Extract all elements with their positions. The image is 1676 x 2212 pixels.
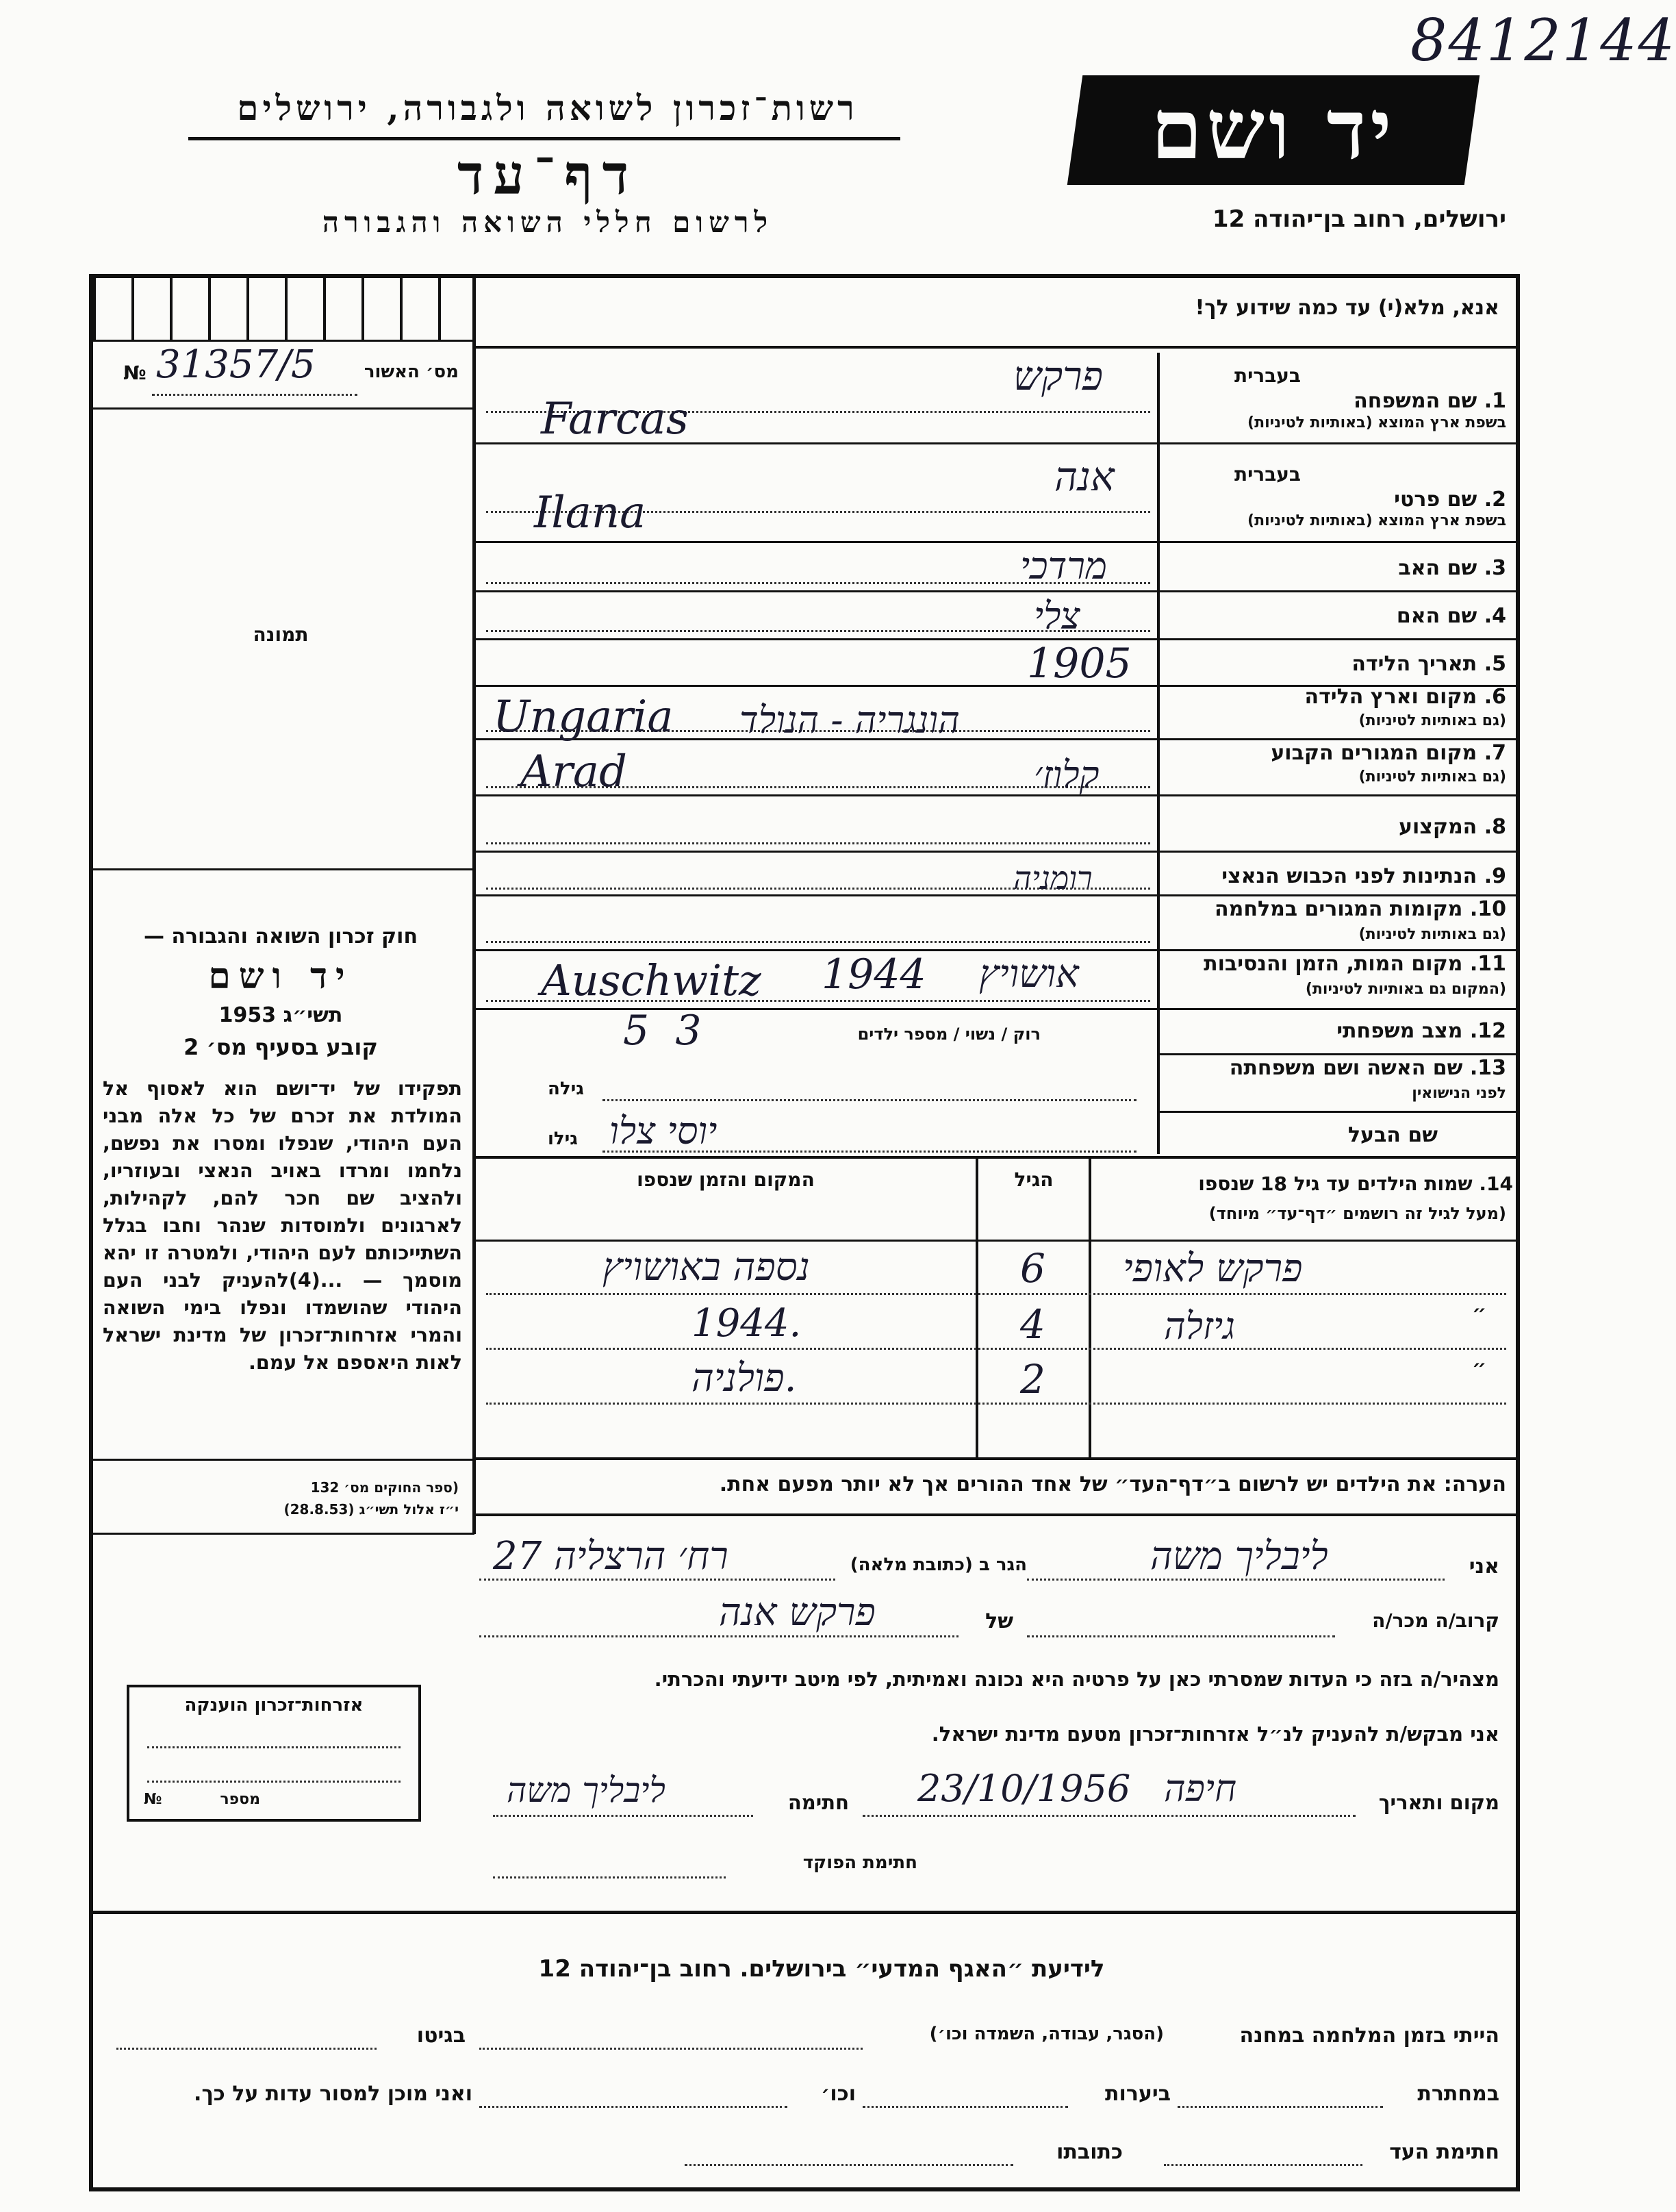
hw-birth-year: 1905 (1027, 640, 1132, 688)
row-10-rule (476, 949, 1516, 951)
declarant-resides: הגר ב (כתובת מלאה) (850, 1555, 1027, 1575)
law-year: 1953 (218, 1003, 277, 1027)
children-header-rule (476, 1240, 1516, 1242)
info-top-rule (93, 1911, 1517, 1914)
declarant-name-line (1027, 1579, 1445, 1581)
field-11-label: 11. מקום המות, הזמן והנסיבות (1204, 952, 1506, 976)
hw-surname-heb: פרקש (1013, 353, 1103, 399)
wife-line (602, 1099, 1137, 1101)
row-14-rule (476, 1156, 1516, 1159)
yad-vashem-logo: יד ושם (1067, 75, 1480, 185)
field-13-sub: לפני הנישואין (1412, 1085, 1506, 1102)
note-rule (476, 1513, 1516, 1516)
child-1-age: 6 (1020, 1245, 1045, 1292)
instruction: אנא, מלא(י) עד כמה שידוע לך! (1195, 296, 1499, 320)
hw-death-year: 1944 (822, 951, 926, 998)
info-line3-a: חתימת העד (1389, 2140, 1499, 2164)
ditto-2: ״ (1472, 1356, 1487, 1380)
field-7-sub: (גם באותיות לטיניות) (1358, 768, 1506, 785)
info-line2-d: ואני מוכן למסור עדות על כך. (194, 2082, 472, 2106)
field-9-label: 9. הנתינות לפני הכבוש הנאצי (1221, 864, 1506, 888)
law-section: קובע בסעיף מס׳ 2 (183, 1034, 378, 1060)
child-2-name: גיזלה (1164, 1305, 1235, 1348)
info-line3-b: כתובתו (1056, 2140, 1123, 2164)
citizenship-number-label: מספר (220, 1791, 260, 1808)
law-box-right-ext (472, 1459, 476, 1534)
authority-underline (188, 137, 900, 140)
authority-name: רשות־זכרון לשואה ולגבורה, ירושלים (237, 88, 859, 128)
field-8-label: 8. המקצוע (1398, 815, 1506, 839)
place-date-line (863, 1815, 1356, 1817)
marital-options: רוק / נשוי / מספר ילדים (857, 1025, 1041, 1044)
info-line1-c: בגיטו (416, 2024, 466, 2048)
info-line2-b: ביערות (1105, 2082, 1171, 2106)
signature-line (493, 1815, 753, 1817)
instruction-rule (476, 346, 1516, 349)
children-row-1-line (486, 1293, 1506, 1295)
entry-line-10 (486, 941, 1150, 943)
row-8-rule (476, 851, 1516, 853)
request: אני מבקש/ת להעניק לנ״ל אזרחות־זכרון מטעם מדינת ישראל. (931, 1722, 1499, 1746)
law-text: תפקידו של יד־ושם הוא לאסוף אל המולדת את זכרם של כל אלה מבני העם היהודי, שנפלו ומסרו את נפשם, נלחמו ומרדו באויב הנאצי ובעוזריו, ולהציב שם חכר להם, לקהילות, לארגונים ולמוסדות שנהר וחבו בגלל השתייכותם לעם היהודי, ולמטרה זו יהא מוסמך — ...(4)להעניק לבני העם היהודי שהושמדו ונפלו בימי השואה והמרי אזרחות־זכרון של מדינת ישראל לאות היאספם אל עמם. (103, 1077, 462, 1374)
children-bottom-rule (476, 1457, 1516, 1460)
field-13-label: 13. שם האשה ושם משפחתה (1229, 1056, 1506, 1080)
husband-age-label: גילו (548, 1129, 578, 1149)
citizenship-line-1 (147, 1746, 401, 1748)
row-7-rule (476, 794, 1516, 796)
hw-firstname-latin: Ilana (534, 488, 646, 538)
of-line (479, 1635, 958, 1637)
hw-children-count: 5 3 (623, 1007, 702, 1055)
hw-signature: ליבליך משה (507, 1770, 665, 1810)
citizenship-no-symbol: № (144, 1791, 162, 1808)
signature-label: חתימה (787, 1791, 849, 1814)
hw-death-heb: אושויץ (979, 952, 1079, 996)
field-12-label: 12. מצב משפחתי (1336, 1019, 1506, 1043)
top-hatch-strip (93, 278, 472, 340)
children-row-2-line (486, 1348, 1506, 1350)
law-box-bottom (93, 1459, 474, 1461)
hw-residence-latin: Arad (520, 746, 627, 797)
hw-birthplace-latin: Ungaria (493, 692, 674, 742)
law-org: יד ושם (208, 955, 353, 997)
field-7-label: 7. מקום המגורים הקבוע (1271, 741, 1506, 765)
declarant-ani: אני (1469, 1555, 1499, 1579)
child-2-age: 4 (1020, 1301, 1045, 1348)
law-year-heb: תשי״ג (283, 1003, 343, 1027)
of-label: של (985, 1609, 1013, 1633)
field-1-label: 1. שם המשפחה (1354, 389, 1506, 413)
row-9-rule (476, 894, 1516, 896)
info-line1-ghetto (116, 2048, 377, 2050)
relation-line (1027, 1635, 1335, 1637)
info-line2-fill-b (863, 2106, 1068, 2108)
approval-label: מס׳ האשור (364, 362, 459, 382)
row-12-rule (1157, 1053, 1516, 1055)
info-title: לידיעת ״האגף המדעי״ בירושלים. רחוב בן־יהודה 12 (538, 1955, 1105, 1983)
field-2-label: 2. שם פרטי (1394, 488, 1506, 512)
citizenship-title: אזרחות־זכרון הוענקה (184, 1695, 364, 1715)
approval-line (152, 394, 357, 396)
field-2-sub: בשפת ארץ המוצא (באותיות לטיניות) (1247, 512, 1506, 529)
hw-declarant-address: רח׳ הרצליה 27 (493, 1534, 728, 1579)
row-4-rule (476, 638, 1516, 640)
hw-father: מרדכי (1020, 544, 1107, 588)
hw-surname-latin: Farcas (541, 394, 689, 444)
children-place-header: המקום והזמן שנספו (637, 1168, 815, 1191)
field-10-sub: (גם באותיות לטיניות) (1358, 926, 1506, 943)
hw-husband: יוסי צלו (609, 1109, 718, 1153)
children-age-header: הגיל (1014, 1168, 1054, 1191)
relation-label: קרוב/ה מכר/ה (1372, 1609, 1499, 1632)
hw-death-latin: Auschwitz (541, 955, 761, 1005)
info-line2-fill-a (1178, 2106, 1383, 2108)
info-line2-a: במחתרת (1417, 2082, 1499, 2106)
field-11-sub: (המקום גם באותיות לטיניות) (1305, 981, 1506, 998)
children-col-divider-1 (1089, 1156, 1091, 1457)
declaration: מצהיר/ה בזה כי העדות שמסרתי כאן על פרטיה היא נכונה ואמיתית, לפי מיטב ידיעתי והכרתי. (654, 1668, 1499, 1691)
photo-label: תמונה (253, 623, 309, 646)
hw-firstname-heb: אנה (1054, 453, 1115, 500)
field-4-label: 4. שם האם (1396, 604, 1506, 628)
law-year-block (103, 1003, 459, 1027)
hw-mother: צלי (1034, 594, 1080, 638)
officer-line (493, 1876, 726, 1878)
field-10-label: 10. מקומות המגורים במלחמה (1215, 897, 1506, 921)
children-title: 14. שמות הילדים עד גיל 18 שנספו (1198, 1172, 1513, 1195)
info-line3-fill-a (1164, 2164, 1362, 2166)
info-line1-a: הייתי בזמן המלחמה במחנה (1239, 2024, 1499, 2048)
info-line2-fill-c (479, 2106, 787, 2108)
info-line1-b: (הסגר, עבודה, השמדה וכו׳) (929, 2024, 1164, 2044)
hw-citizenship: רומניה (1013, 859, 1093, 896)
officer-label: חתימת הפוקד (802, 1852, 917, 1873)
children-col-divider-2 (976, 1156, 978, 1457)
archive-number: 8412144 (1410, 7, 1676, 74)
labels-divider (1157, 353, 1160, 1154)
child-1-name: פרקש לאופי (1123, 1246, 1303, 1291)
law-gazette-date: י״ז אלול תשי״ג (28.8.53) (283, 1501, 459, 1518)
wife-age-label: גילה (548, 1079, 584, 1099)
field-5-label: 5. תאריך הלידה (1351, 652, 1506, 676)
header-address: ירושלים, רחוב בן־יהודה 12 (1212, 205, 1506, 233)
law-gazette: (ספר החוקים מס׳ 132 (310, 1479, 459, 1496)
hw-relation-name: פרקש אנה (719, 1590, 876, 1635)
entry-line-8 (486, 842, 1150, 844)
approval-rule (93, 407, 472, 410)
hatch-bottom (93, 340, 472, 342)
approval-number: 31357/5 (156, 342, 316, 387)
field-3-label: 3. שם האב (1398, 556, 1506, 580)
hw-birthplace-heb: הונגריה - הנולד (739, 699, 960, 742)
hw-place: חיפה (1164, 1767, 1237, 1810)
approval-no-symbol: № (123, 362, 147, 384)
form-subtitle: לרשום חללי השואה והגבורה (322, 205, 774, 239)
children-row-3-line (486, 1403, 1506, 1405)
row-2-rule (476, 541, 1516, 543)
info-line3-fill-b (685, 2164, 1013, 2166)
child-3-age: 2 (1020, 1356, 1045, 1403)
field-1-heb: בעברית (1234, 364, 1301, 387)
ditto-1: ״ (1472, 1301, 1487, 1325)
child-2-place: 1944. (691, 1301, 802, 1346)
note: הערה: את הילדים יש לרשום ב״דף־העד״ של אחד ההורים אך לא יותר מפעם אחת. (719, 1472, 1506, 1496)
field-1-sub: בשפת ארץ המוצא (באותיות לטיניות) (1247, 414, 1506, 431)
declarant-address-line (479, 1579, 835, 1581)
law-title: חוק זכרון השואה והגבורה — (143, 925, 418, 948)
field-6-sub: (גם באותיות לטיניות) (1358, 712, 1506, 729)
left-column-divider (472, 274, 476, 1459)
row-13-rule (1157, 1111, 1516, 1113)
hw-declarant-name: ליבליך משה (1150, 1534, 1328, 1579)
photo-bottom-rule (93, 868, 472, 870)
child-1-place: נספה באושויץ (602, 1245, 810, 1290)
children-subtitle: (מעל לגיל זה רושמים ״דף־עד״ מיוחד) (1208, 1204, 1506, 1223)
info-line2-c: וכו׳ (821, 2082, 856, 2106)
field-2-heb: בעברית (1234, 463, 1301, 486)
field-6-label: 6. מקום וארץ הלידה (1304, 685, 1506, 709)
hw-residence-heb: קלוז׳ (1034, 753, 1100, 796)
row-3-rule (476, 590, 1516, 592)
law-box-bottom2 (93, 1533, 474, 1535)
hw-date: 23/10/1956 (917, 1767, 1131, 1810)
child-3-place: פולניה. (691, 1356, 797, 1400)
husband-label: שם הבעל (1347, 1123, 1438, 1147)
form-title: דף־עד (457, 142, 639, 207)
place-date-label: מקום ותאריך (1378, 1791, 1499, 1814)
info-line1-fill (479, 2048, 863, 2050)
citizenship-line-2 (147, 1781, 401, 1783)
